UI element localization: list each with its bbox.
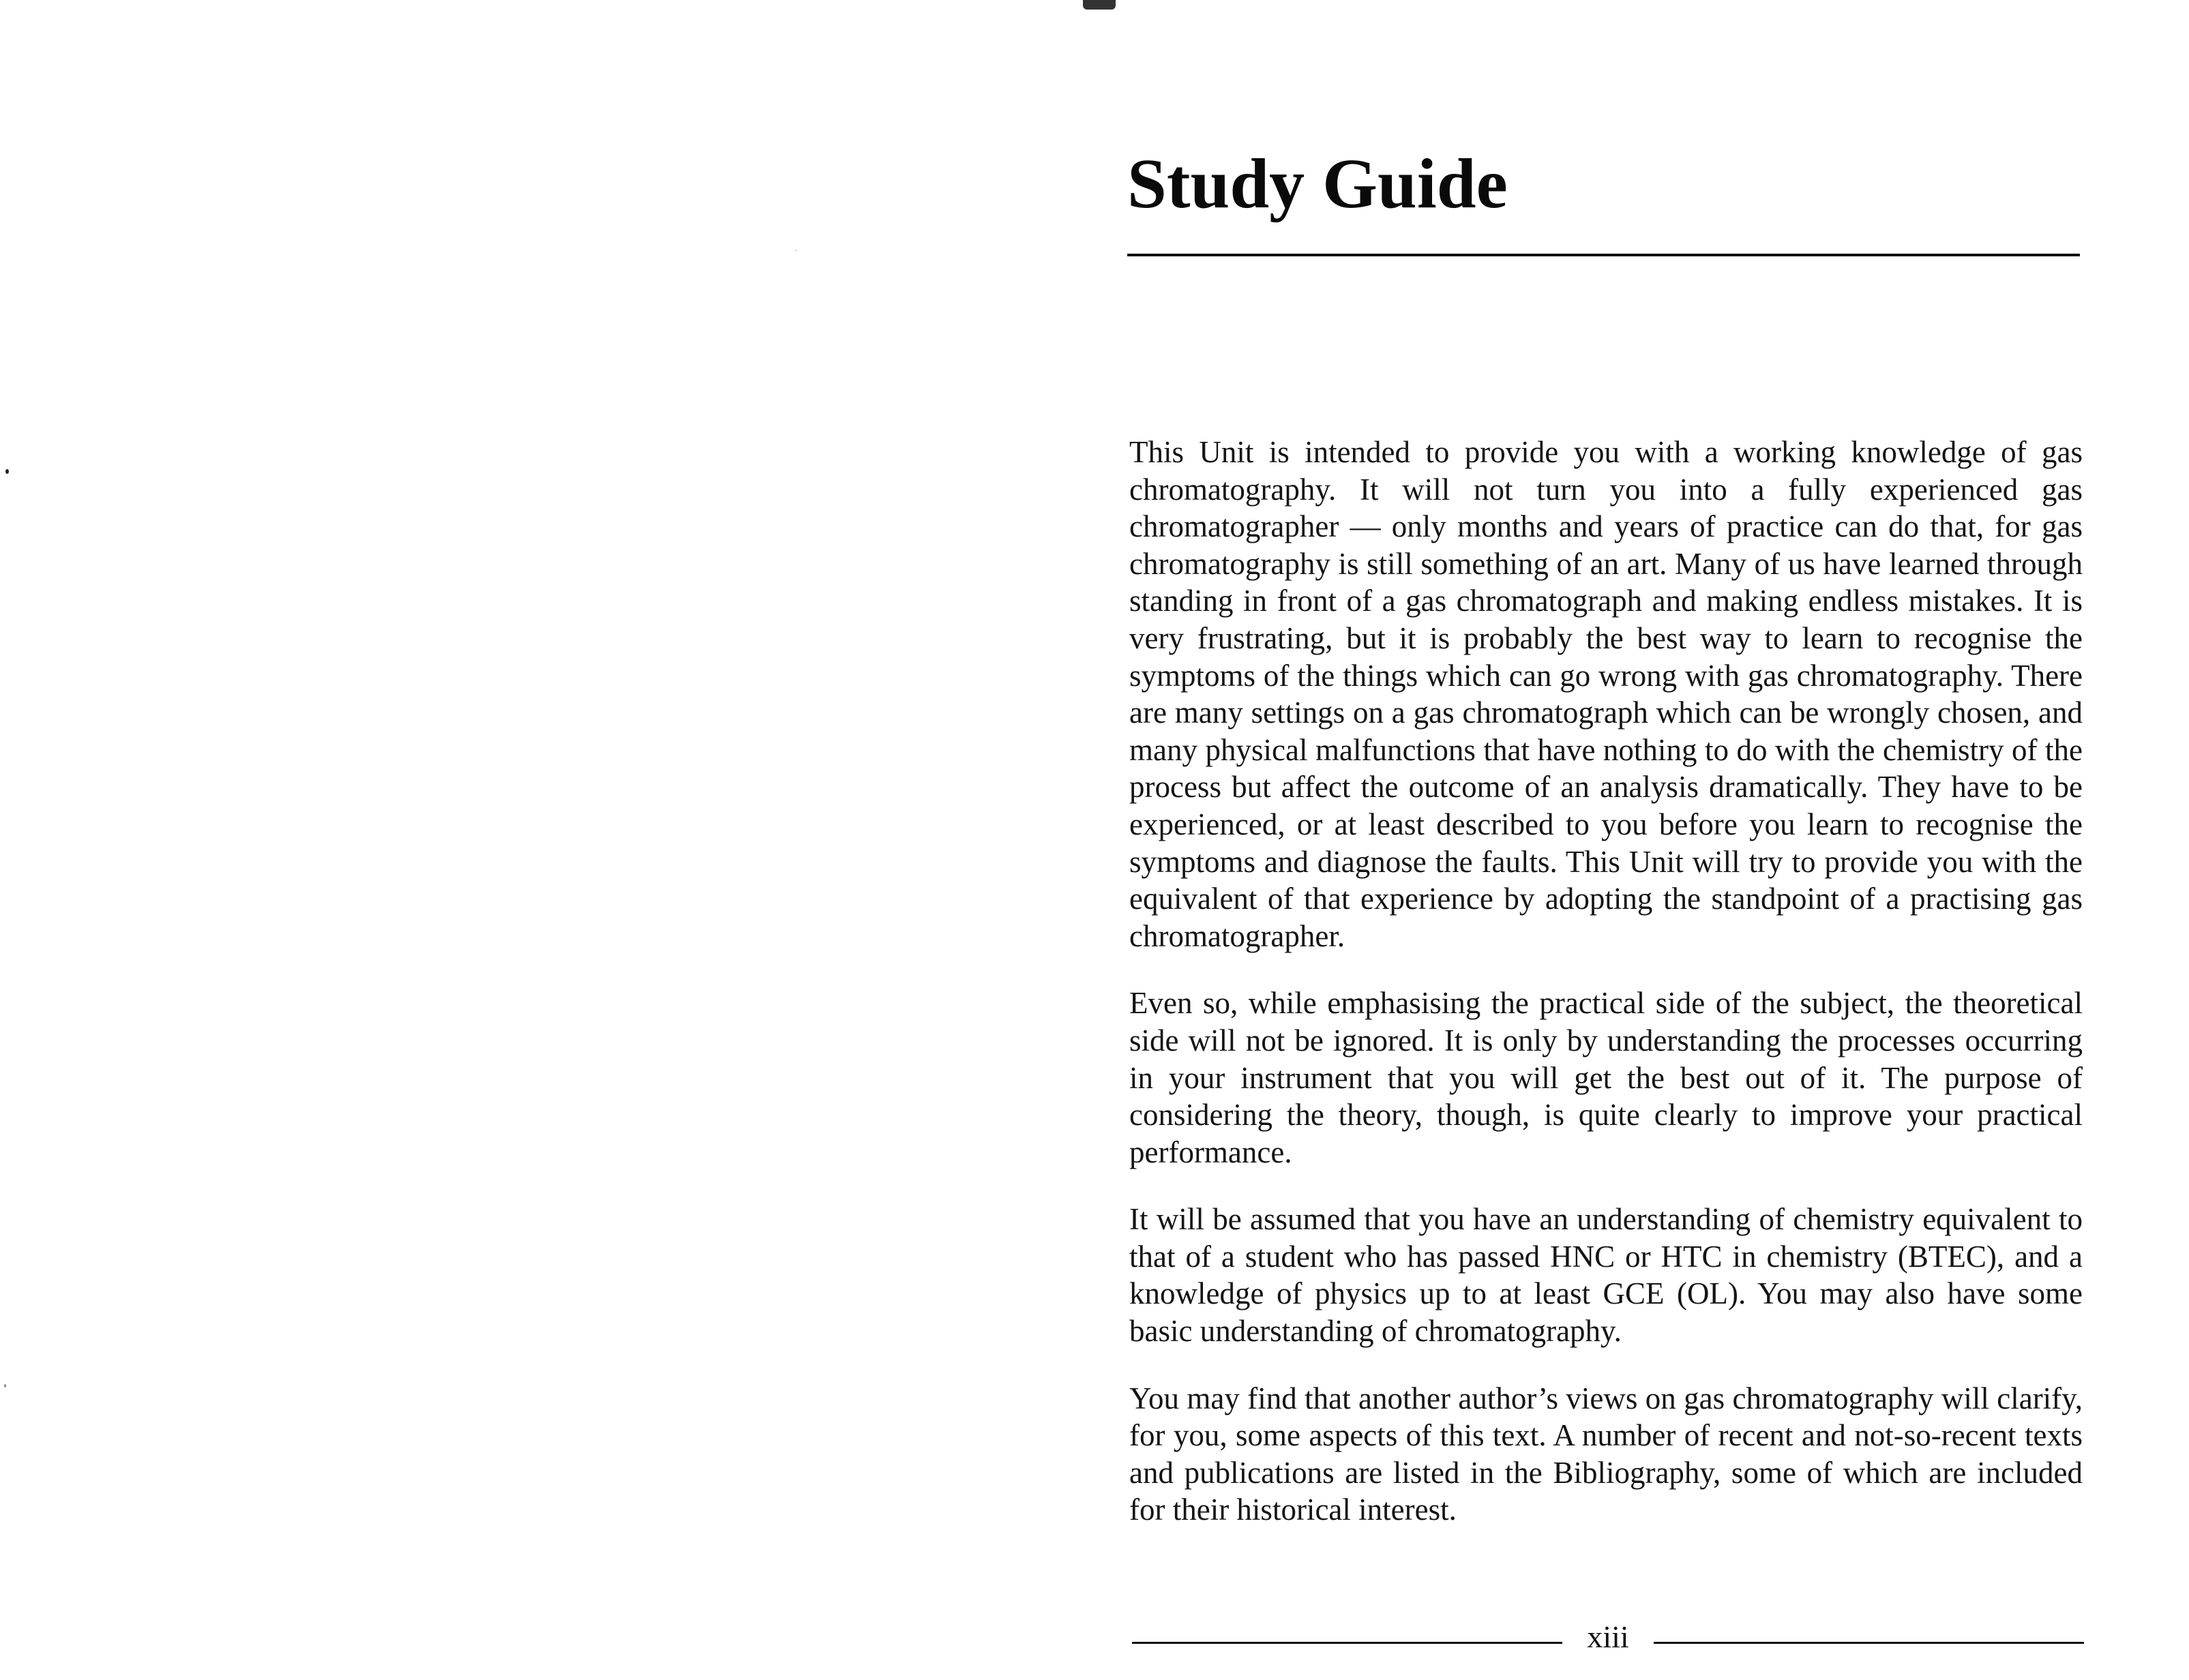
- page-footer: [1132, 1616, 2084, 1657]
- paragraph-bibliography: You may find that another author’s views on gas chromatography will clarify, for you, some aspects of this text. A number of recent and not-so-recent texts and publications are listed in the Bibliography, some of which are included for their historical interest.: [1129, 1381, 2083, 1527]
- left-blank-page: [0, 0, 1064, 1680]
- paragraph-intro: This Unit is intended to provide you with a working knowledge of gas chromatography. It will not turn you into a fully experienced gas chromatographer — only months and years of practice can do that, for gas chromatography is still something of an art. Many of us have learned through standing in front of a gas chromatograph and making endless mistakes. It is very frustrating, but it is probably the best way to learn to recognise the symptoms of the things which can go wrong with gas chromatography. There are many settings on a gas chromatograph which can be wrongly chosen, and many physical malfunctions that have nothing to do with the chemistry of the process but affect the outcome of an analysis dramatically. They have to be experienced, or at least described to you before you learn to recognise the symptoms and diagnose the faults. This Unit will try to provide you with the equivalent of that experience by adopting the standpoint of a practising gas chromatographer.: [1129, 435, 2083, 953]
- paragraph-theory: Even so, while emphasising the practical side of the subject, the theoretical side will not be ignored. It is only by understanding the processes occurring in your instrument that you will get the best out of it. The purpose of considering the theory, though, is quite clearly to improve your practical performance.: [1129, 986, 2083, 1169]
- body-text: [1129, 434, 2083, 1559]
- title-underline: [1127, 254, 2080, 256]
- paragraph-prerequisites: It will be assumed that you have an understanding of chemistry equivalent to that of a student who has passed HNC or HTC in chemistry (BTEC), and a knowledge of physics up to at least GCE (OL). You may also have some basic understanding of chromatography.: [1129, 1202, 2083, 1349]
- footer-rule-left: [1132, 1642, 1562, 1644]
- scan-speck: [795, 250, 796, 251]
- page-title: Study Guide: [1127, 145, 1508, 223]
- scan-speck: [5, 469, 9, 474]
- page-number: xiii: [1587, 1619, 1629, 1654]
- footer-rule-right: [1654, 1642, 2084, 1644]
- scan-speck: [4, 1384, 6, 1388]
